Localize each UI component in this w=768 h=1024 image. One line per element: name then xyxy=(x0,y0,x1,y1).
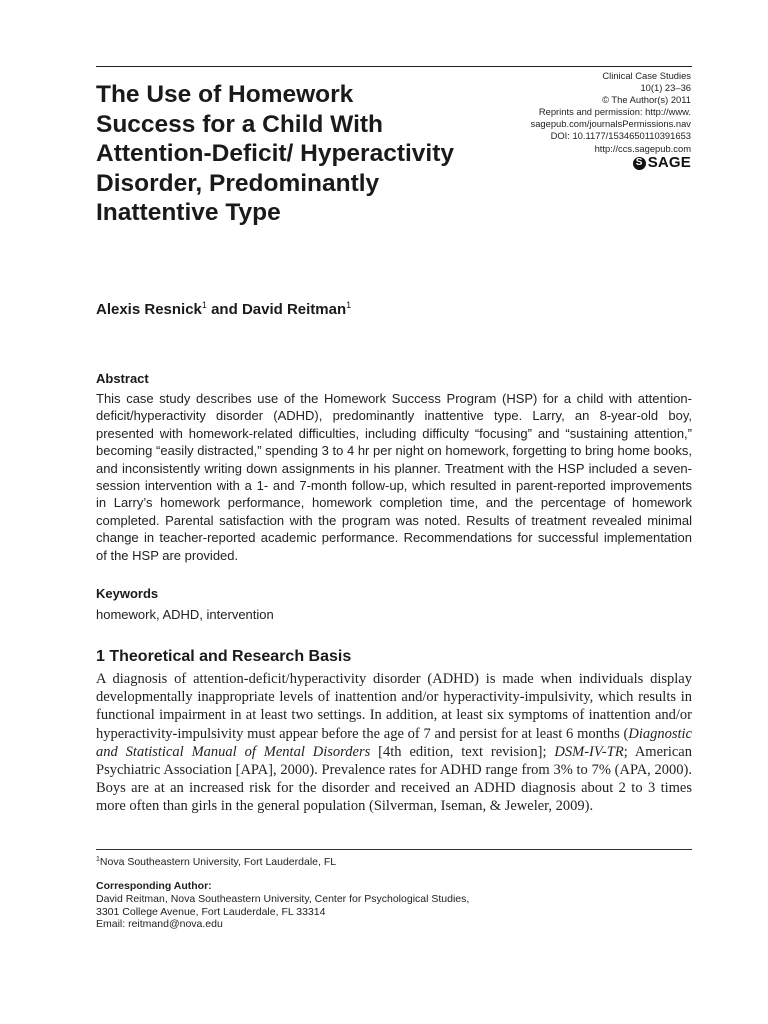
corresponding-author xyxy=(96,880,469,931)
abstract-text: This case study describes use of the Homework Success Program (HSP) for a child with attention-deficit/hyperactivity disorder (ADHD), predominantly inattentive type. Larry, an 8-year-old boy, presented with homework-related difficulties, including difficulty “focusing” and “sustaining attention,” becoming “easily distracted,” spending 3 to 4 hr per night on homework, forgetting to bring home books, and inconsistently writing down assignments in his planner. Treatment with the HSP included a seven-session intervention with a 1- and 7-month follow-up, which resulted in parent-reported improvements in Larry’s homework performance, homework completion time, and the percentage of homework completed. Parental satisfaction with the program was noted. Results of treatment revealed minimal change in teacher-reported academic performance. Recommendations for successful implementation of the HSP are provided. xyxy=(96,391,692,563)
body-text-part-a: A diagnosis of attention-deficit/hyperactivity disorder (ADHD) is made when individuals display developmentally inappropriate levels of inattention and/or hyperactivity-impulsivity, which results in functional impairment in at least two settings. In addition, at least six symptoms of inattention and/or hyperactivity-impulsivity must appear before the age of 7 and persist for at least 6 months ( xyxy=(96,671,692,742)
body-paragraph xyxy=(96,670,692,816)
body-italic-dsm-abbrev: DSM-IV-TR xyxy=(554,743,624,760)
journal-volume: 10(1) 23–36 xyxy=(640,82,691,94)
footnote-marker: 1 xyxy=(96,856,100,863)
keywords-label: Keywords xyxy=(96,586,159,601)
abstract-label: Abstract xyxy=(96,371,149,386)
article-title: The Use of Homework Success for a Child With Attention-Deficit/ Hyperactivity Disorder, Predominantly Inattentive Type xyxy=(96,81,455,226)
journal-name: Clinical Case Studies xyxy=(602,70,691,81)
body-text-part-c: ; American Psychiatric Association [APA], 2000). Prevalence rates for ADHD range from 3% to 7% (APA, 2000). Boys are at an increased risk for the disorder and received an ADHD diagnosis about 2 to 3 times more often than girls in the general population (Silverman, Iseman, & Jeweler, 2009). xyxy=(96,743,692,815)
journal-url[interactable]: http://ccs.sagepub.com xyxy=(594,142,691,154)
header-rule xyxy=(96,66,692,67)
doi: DOI: 10.1177/1534650110391653 xyxy=(550,130,691,142)
keywords-text: homework, ADHD, intervention xyxy=(96,607,274,622)
author-1: Alexis Resnick xyxy=(96,301,202,318)
reprints-line-2[interactable]: sagepub.com/journalsPermissions.nav xyxy=(530,118,691,130)
sage-logo-text: SAGE xyxy=(647,154,691,172)
sage-logo-icon: S xyxy=(633,157,646,170)
corresponding-line-1: David Reitman, Nova Southeastern University, Center for Psychological Studies, xyxy=(96,892,470,905)
journal-meta xyxy=(431,70,691,170)
section-heading: 1 Theoretical and Research Basis xyxy=(96,648,352,665)
footnote-text: Nova Southeastern University, Fort Lauderdale, FL xyxy=(99,856,337,868)
body-text-part-b: [4th edition, text revision]; xyxy=(370,743,555,760)
corresponding-label: Corresponding Author: xyxy=(96,880,212,892)
corresponding-email[interactable]: Email: reitmand@nova.edu xyxy=(96,918,223,931)
body-italic-dsm-title: Diagnostic and Statistical Manual of Mental Disorders xyxy=(96,725,692,760)
author-list xyxy=(96,300,351,318)
author-2: David Reitman xyxy=(241,301,347,318)
reprints-line-1: Reprints and permission: http://www. xyxy=(538,106,691,118)
author-conjunction: and xyxy=(206,301,242,318)
footnote-rule xyxy=(96,849,692,850)
affiliation-footnote xyxy=(96,856,336,868)
copyright: © The Author(s) 2011 xyxy=(602,94,691,106)
publisher-logo xyxy=(431,155,691,170)
author-1-affiliation: 1 xyxy=(201,300,207,310)
author-2-affiliation: 1 xyxy=(346,300,352,310)
corresponding-line-2: 3301 College Avenue, Fort Lauderdale, FL 33314 xyxy=(96,905,326,918)
